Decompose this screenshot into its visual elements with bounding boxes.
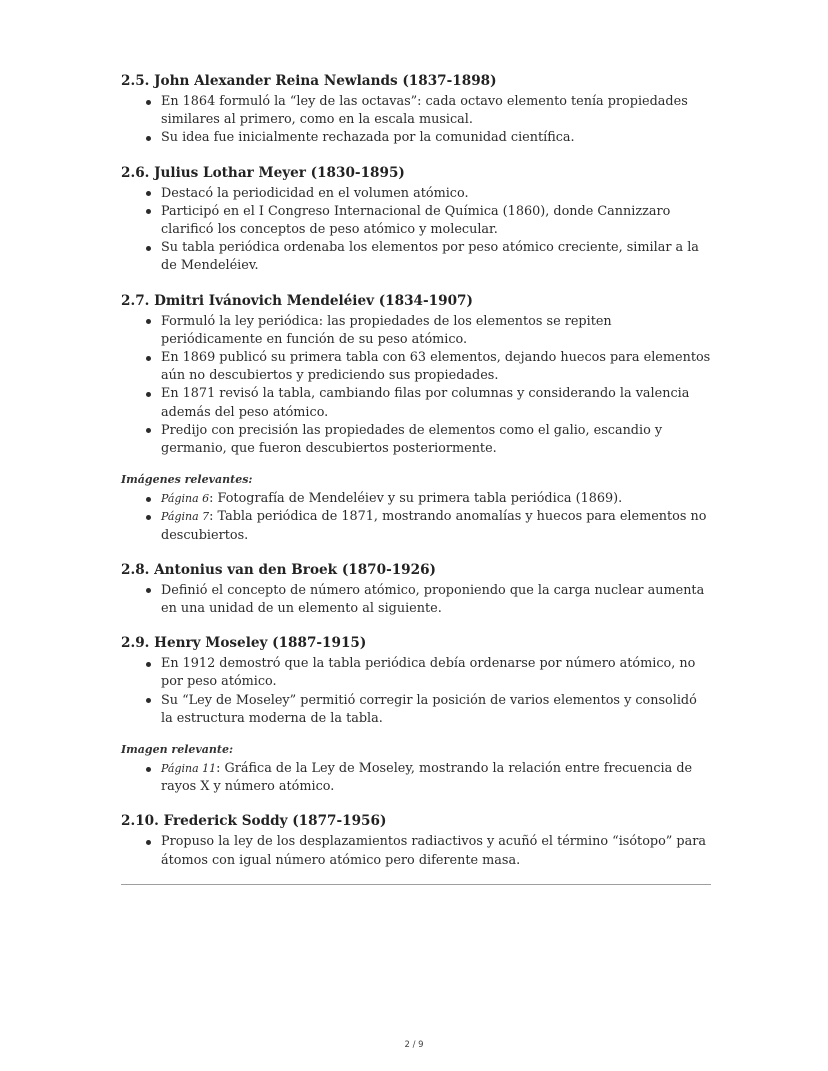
horizontal-rule (121, 884, 711, 885)
list-item: En 1912 demostró que la tabla periódica debía ordenarse por número atómico, no por peso atómico. (161, 655, 711, 691)
image-ref-text: : Fotografía de Mendeléiev y su primera tabla periódica (1869). (209, 491, 623, 507)
page-ref: Página 11 (161, 762, 217, 776)
image-ref-item (161, 508, 711, 544)
section-van-den-broek (121, 561, 711, 618)
bullet-list (121, 833, 711, 869)
section-soddy (121, 812, 711, 869)
list-item: Su idea fue inicialmente rechazada por la comunidad científica. (161, 129, 711, 147)
list-item: Propuso la ley de los desplazamientos radiactivos y acuñó el término “isótopo” para átomos con igual número atómico pero diferente masa. (161, 833, 711, 869)
list-item: Participó en el I Congreso Internacional de Química (1860), donde Cannizzaro clarificó los conceptos de peso atómico y molecular. (161, 203, 711, 239)
section-title: 2.5. John Alexander Reina Newlands (1837-1898) (121, 73, 497, 89)
image-ref-item (161, 760, 711, 796)
bullet-list (121, 655, 711, 728)
section-title: 2.8. Antonius van den Broek (1870-1926) (121, 561, 436, 578)
list-item: En 1864 formuló la “ley de las octavas”: cada octavo elemento tenía propiedades similares al primero, como en la escala musical. (161, 93, 711, 129)
section-title: 2.7. Dmitri Ivánovich Mendeléiev (1834-1907) (121, 292, 473, 309)
section-mendeleiev (121, 292, 711, 545)
list-item: Destacó la periodicidad en el volumen atómico. (161, 185, 711, 203)
image-ref-item (161, 490, 711, 508)
image-ref-text: : Tabla periódica de 1871, mostrando anomalías y huecos para elementos no descubiertos. (161, 509, 707, 543)
image-list (121, 490, 711, 545)
image-ref-text: : Gráfica de la Ley de Moseley, mostrando la relación entre frecuencia de rayos X y número atómico. (161, 761, 693, 795)
image-list (121, 760, 711, 796)
section-meyer (121, 164, 711, 276)
page-number: 2 / 9 (404, 1040, 424, 1050)
section-moseley (121, 634, 711, 796)
page-ref: Página 6 (161, 492, 210, 506)
bullet-list (121, 313, 711, 459)
section-title: 2.10. Frederick Soddy (1877-1956) (121, 813, 387, 830)
bullet-list (121, 582, 711, 618)
document-body (121, 72, 711, 885)
list-item: En 1871 revisó la tabla, cambiando filas por columnas y considerando la valencia además del peso atómico. (161, 385, 711, 421)
images-label: Imágenes relevantes: (121, 473, 253, 487)
list-item: En 1869 publicó su primera tabla con 63 elementos, dejando huecos para elementos aún no descubiertos y prediciendo sus propiedades. (161, 349, 711, 385)
bullet-list (121, 93, 711, 148)
bullet-list (121, 185, 711, 276)
list-item: Su “Ley de Moseley” permitió corregir la posición de varios elementos y consolidó la estructura moderna de la tabla. (161, 692, 711, 728)
list-item: Predijo con precisión las propiedades de elementos como el galio, escandio y germanio, que fueron descubiertos posteriormente. (161, 422, 711, 458)
section-title: 2.9. Henry Moseley (1887-1915) (121, 635, 367, 652)
page-ref: Página 7 (161, 510, 210, 524)
section-title: 2.6. Julius Lothar Meyer (1830-1895) (121, 164, 405, 181)
images-label: Imagen relevante: (121, 743, 234, 757)
list-item: Definió el concepto de número atómico, proponiendo que la carga nuclear aumenta en una unidad de un elemento al siguiente. (161, 582, 711, 618)
list-item: Su tabla periódica ordenaba los elementos por peso atómico creciente, similar a la de Mendeléiev. (161, 239, 711, 275)
section-newlands (121, 72, 711, 148)
list-item: Formuló la ley periódica: las propiedades de los elementos se repiten periódicamente en función de su peso atómico. (161, 313, 711, 349)
